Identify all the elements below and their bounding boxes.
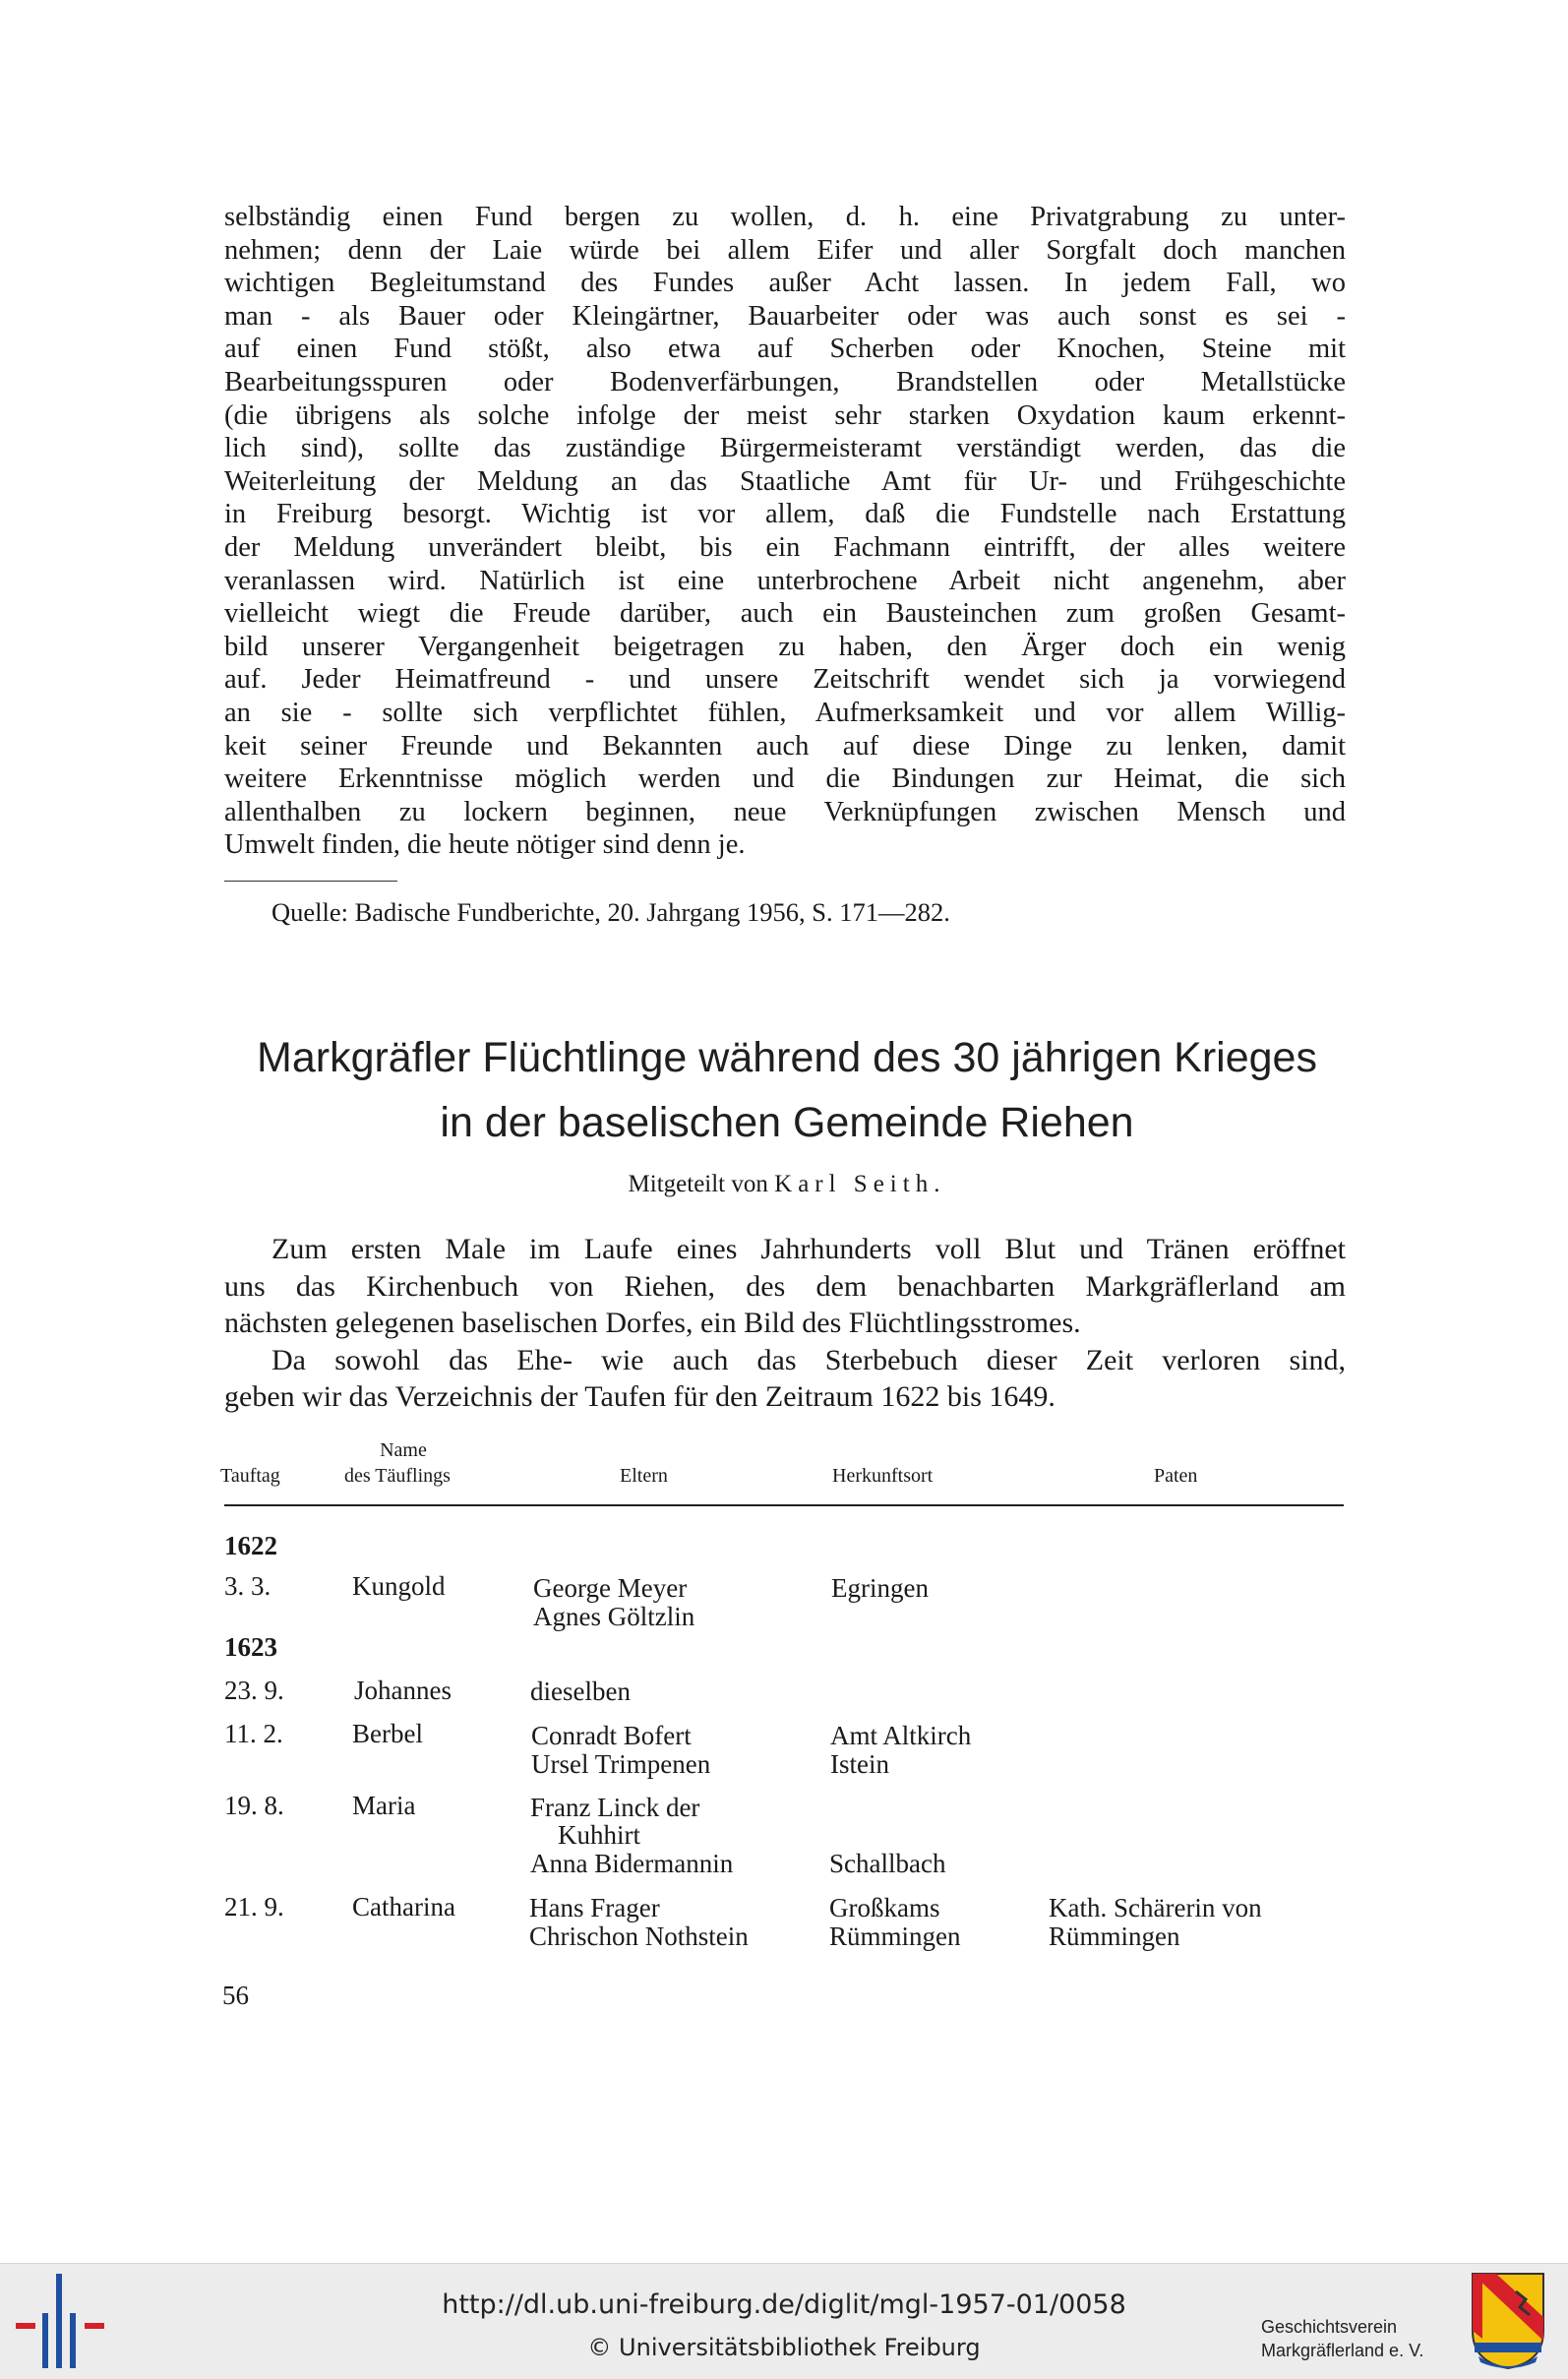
table-header-rule <box>224 1504 1344 1506</box>
year-heading: 1623 <box>224 1632 277 1662</box>
cell-herkunftsort: Schallbach <box>829 1849 946 1878</box>
cell-herkunftsort: Großkams <box>829 1893 940 1922</box>
header-tauftag: Tauftag <box>220 1465 280 1487</box>
text-line: der Meldung unverändert bleibt, bis ein Fachmann eintrifft, der alles weitere <box>224 531 1346 563</box>
text-line: (die übrigens als solche infolge der meist sehr starken Oxydation kaum erkennt- <box>224 399 1346 431</box>
cell-date: 23. 9. <box>224 1676 284 1705</box>
cell-name: Johannes <box>354 1676 452 1705</box>
title-line-1: Markgräfler Flüchtlinge während des 30 jährigen Krieges <box>257 1034 1317 1081</box>
cell-name: Catharina <box>352 1892 455 1922</box>
text-line: wichtigen Begleitumstand des Fundes außer Acht lassen. In jedem Fall, wo <box>224 268 1346 299</box>
text-line: Bearbeitungsspuren oder Bodenverfärbungen, Brandstellen oder Metallstücke <box>224 366 1346 397</box>
text-line: an sie - sollte sich verpflichtet fühlen, Aufmerksamkeit und vor allem Willig- <box>224 697 1346 728</box>
cell-eltern: Agnes Göltzlin <box>533 1602 695 1631</box>
cell-eltern: Anna Bidermannin <box>530 1849 734 1878</box>
body-paragraph <box>224 201 1346 862</box>
text-line: allenthalben zu lockern beginnen, neue Verknüpfungen zwischen Mensch und <box>224 796 1346 827</box>
cell-herkunftsort: Istein <box>830 1749 889 1779</box>
table-header <box>0 1439 1568 1508</box>
text-line: selbständig einen Fund bergen zu wollen, d. h. eine Privatgrabung zu unter- <box>224 202 1346 232</box>
text-line: vielleicht wiegt die Freude darüber, auch ein Bausteinchen zum großen Gesamt- <box>224 598 1346 630</box>
byline-prefix: Mitgeteilt von <box>628 1171 768 1197</box>
cell-eltern: Hans Frager <box>529 1893 660 1922</box>
header-name-top: Name <box>380 1439 427 1461</box>
cell-herkunftsort: Egringen <box>831 1573 929 1603</box>
society-name-line: Geschichtsverein <box>1261 2317 1398 2337</box>
text-line: nächsten gelegenen baselischen Dorfes, ein Bild des Flüchtlingsstromes. <box>224 1307 1081 1339</box>
text-line: lich sind), sollte das zuständige Bürgermeisteramt verständigt werden, das die <box>224 433 1346 464</box>
text-line: Zum ersten Male im Laufe eines Jahrhunderts voll Blut und Tränen eröffnet <box>271 1233 1346 1265</box>
text-line: geben wir das Verzeichnis der Taufen für den Zeitraum 1622 bis 1649. <box>224 1380 1055 1413</box>
header-paten: Paten <box>1154 1465 1198 1487</box>
cell-eltern: Chrischon Nothstein <box>529 1922 749 1951</box>
cell-eltern: George Meyer <box>533 1573 688 1603</box>
text-line: keit seiner Freunde und Bekannten auch auf diese Dinge zu lenken, damit <box>224 730 1346 762</box>
cell-eltern: dieselben <box>530 1677 631 1706</box>
byline <box>197 1171 1377 1198</box>
text-line: Weiterleitung der Meldung an das Staatliche Amt für Ur- und Frühgeschichte <box>224 465 1346 497</box>
cell-date: 3. 3. <box>224 1571 271 1601</box>
society-name <box>1261 2315 1423 2362</box>
header-herkunftsort: Herkunftsort <box>832 1465 934 1487</box>
page-number: 56 <box>222 1981 249 2010</box>
source-citation: Quelle: Badische Fundberichte, 20. Jahrgang 1956, S. 171—282. <box>271 897 950 927</box>
text-line: veranlassen wird. Natürlich ist eine unterbrochene Arbeit nicht angenehm, aber <box>224 565 1346 596</box>
text-line: auf. Jeder Heimatfreund - und unsere Zeitschrift wendet sich ja vorwiegend <box>224 664 1346 696</box>
text-line: auf einen Fund stößt, also etwa auf Scherben oder Knochen, Steine mit <box>224 334 1346 365</box>
text-line: bild unserer Vergangenheit beigetragen zu haben, den Ärger doch ein wenig <box>224 631 1346 662</box>
text-line: man - als Bauer oder Kleingärtner, Bauarbeiter oder was auch sonst es sei - <box>224 300 1346 332</box>
cell-eltern: Franz Linck der <box>530 1793 700 1822</box>
byline-author: Karl Seith. <box>774 1171 946 1197</box>
cell-name: Kungold <box>352 1571 446 1601</box>
document-url-link[interactable]: http://dl.ub.uni-freiburg.de/diglit/mgl-1957-01/0058 <box>442 2289 1126 2320</box>
year-heading: 1622 <box>224 1531 277 1560</box>
text-line: nehmen; denn der Laie würde bei allem Eifer und aller Sorgfalt doch manchen <box>224 234 1346 266</box>
header-eltern: Eltern <box>620 1465 668 1487</box>
society-name-line: Markgräflerland e. V. <box>1261 2341 1424 2360</box>
text-line: uns das Kirchenbuch von Riehen, des dem benachbarten Markgräflerland am <box>224 1269 1346 1303</box>
cell-herkunftsort: Rümmingen <box>829 1922 961 1951</box>
cell-eltern: Kuhhirt <box>558 1820 640 1850</box>
coat-of-arms-icon <box>1471 2272 1545 2370</box>
cell-eltern: Ursel Trimpenen <box>531 1749 711 1779</box>
copyright-notice: © Universitätsbibliothek Freiburg <box>587 2334 981 2361</box>
cell-name: Berbel <box>352 1719 423 1748</box>
text-line: weitere Erkenntnisse möglich werden und die Bindungen zur Heimat, die sich <box>224 763 1346 795</box>
cell-date: 11. 2. <box>224 1719 283 1748</box>
cell-paten: Rümmingen <box>1049 1922 1180 1951</box>
footnote-divider <box>224 881 397 882</box>
cell-name: Maria <box>352 1791 416 1820</box>
intro-paragraph <box>224 1231 1346 1416</box>
cell-eltern: Conradt Bofert <box>531 1721 692 1750</box>
text-line: Da sowohl das Ehe- wie auch das Sterbebuch dieser Zeit verloren sind, <box>271 1343 1346 1376</box>
cell-paten: Kath. Schärerin von <box>1049 1893 1262 1922</box>
article-title <box>197 1025 1377 1155</box>
cell-herkunftsort: Amt Altkirch <box>830 1721 972 1750</box>
viewer-footer <box>0 2263 1568 2379</box>
text-line: in Freiburg besorgt. Wichtig ist vor allem, daß die Fundstelle nach Erstattung <box>224 499 1346 530</box>
header-name-bottom: des Täuflings <box>344 1465 451 1487</box>
text-line: Umwelt finden, die heute nötiger sind denn je. <box>224 829 746 861</box>
title-line-2: in der baselischen Gemeinde Riehen <box>440 1099 1134 1146</box>
cell-date: 21. 9. <box>224 1892 284 1922</box>
cell-date: 19. 8. <box>224 1791 284 1820</box>
